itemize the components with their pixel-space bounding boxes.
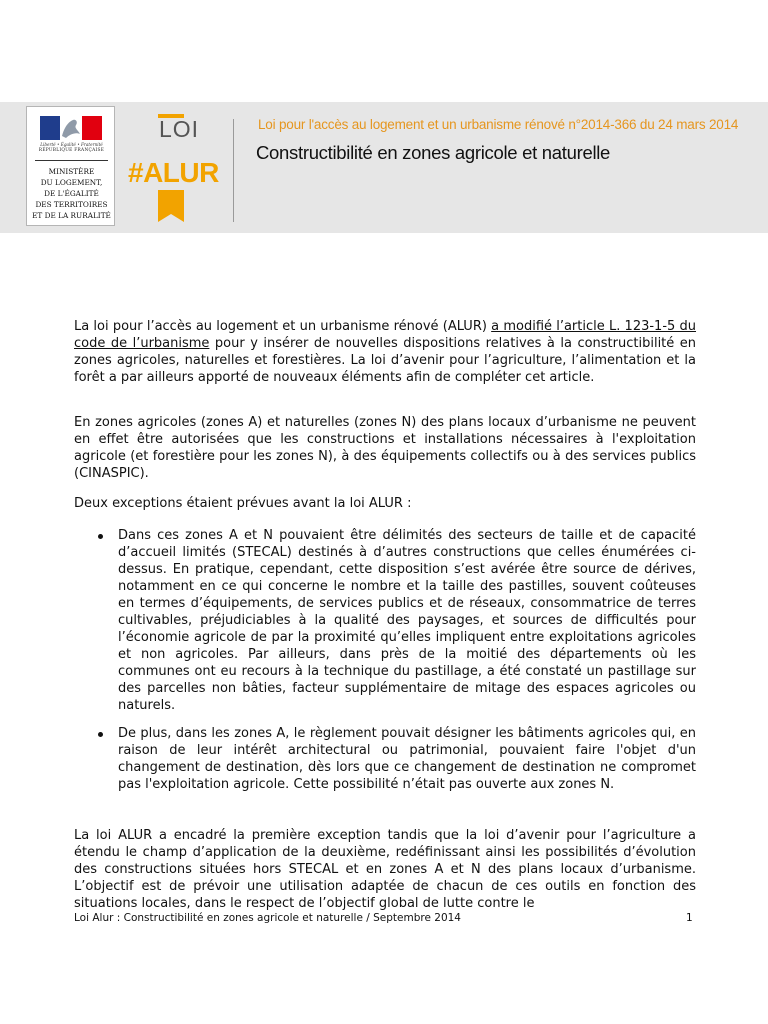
intro-paragraph bbox=[74, 318, 696, 386]
list-item-text: De plus, dans les zones A, le règlement pouvait désigner les bâtiments agricoles qui, en raison de leur intérêt architectural ou patrimonial, pouvaient faire l'objet d'un changement de destination, dès lors que ce changement de destination ne compromet pas l'exploitation agricole. Cette possibilité n’était pas ouverte aux zones N. bbox=[118, 726, 696, 792]
footer-text: Loi Alur : Constructibilité en zones agricole et naturelle / Septembre 2014 bbox=[74, 912, 461, 924]
exceptions-list-second bbox=[74, 725, 696, 793]
marianne-flag-icon bbox=[40, 116, 102, 140]
page-number: 1 bbox=[686, 912, 693, 924]
republic-name: RÉPUBLIQUE FRANÇAISE bbox=[38, 148, 105, 153]
list-item-text: Dans ces zones A et N pouvaient être délimités des secteurs de taille et de capacité d’accueil limités (STECAL) destinés à d’autres constructions que celles énumérées ci-dessus. En pratique, cependant, cette disposition s’est avérée être source de dérives, notamment en ce qui concerne le nombre et la taille des pastilles, souvent coûteuses en termes d’équipements, de services publics et de réseaux, consommatrice de terres cultivables, préjudiciables à la qualité des paysages, et sources de difficultés pour l’économie agricole de par la proximité qu’elles impliquent entre exploitations agricoles et non agricoles. Par ailleurs, dans près de la moitié des départements où les communes ont eu recours à la technique du pastillage, a été constaté un pastillage sur des parcelles non bâties, facteur supplémentaire de mitage des espaces agricoles ou naturels. bbox=[118, 528, 696, 713]
republic-motto: Liberté • Égalité • Fraternité bbox=[40, 142, 103, 147]
loi-alur-logo bbox=[120, 106, 230, 224]
list-item bbox=[74, 725, 696, 793]
bullet-icon bbox=[98, 534, 103, 539]
zones-paragraph: En zones agricoles (zones A) et naturelles (zones N) des plans locaux d’urbanisme ne peuvent en effet être autorisées que les constructions et installations nécessaires à l'exploitation agricole (et forestière pour les zones N), à des équipements collectifs ou à des services publics (CINASPIC). bbox=[74, 415, 696, 482]
intro-text-continued: pour y insérer de nouvelles dispositions relatives à la constructibilité en zones agricoles, naturelles et forestières. La loi d’avenir pour l’agriculture, l’alimentation et la forêt a par ailleurs apporté de nouveaux éléments afin de compléter cet article. bbox=[74, 336, 697, 386]
list-item bbox=[74, 527, 696, 714]
ministry-name: MINISTÈRE DU LOGEMENT, DE L'ÉGALITÉ DES TERRITOIRES ET DE LA RURALITÉ bbox=[32, 167, 111, 220]
law-title: Loi pour l'accès au logement et un urbanisme rénové n°2014-366 du 24 mars 2014 bbox=[258, 117, 739, 132]
intro-text: La loi pour l’accès au logement et un urbanisme rénové (ALUR) bbox=[74, 319, 492, 334]
ministry-divider bbox=[35, 160, 108, 161]
logo-loi-text: LOI bbox=[159, 116, 200, 142]
ministry-logo-block bbox=[26, 106, 115, 226]
alur-paragraph: La loi ALUR a encadré la première exception tandis que la loi d’avenir pour l’agriculture a étendu le champ d’application de la deuxième, redéfinissant ainsi les possibilités d’évolution des constructions situées hors STECAL et en zones A et N des plans locaux d’urbanisme. L’objectif est de prévoir une utilisation adaptée de chacun de ces outils en fonction des situations locales, dans le respect de l’objectif global de lutte contre le bbox=[74, 828, 696, 912]
page-top-margin bbox=[0, 0, 768, 102]
document-title: Constructibilité en zones agricole et naturelle bbox=[256, 142, 611, 163]
article-link[interactable]: a modifié l’article L. 123-1-5 du code de l’urbanisme bbox=[74, 319, 697, 352]
exceptions-list-first bbox=[74, 527, 696, 714]
exceptions-intro: Deux exceptions étaient prévues avant la loi ALUR : bbox=[74, 496, 412, 511]
header-separator bbox=[233, 119, 234, 222]
bullet-icon bbox=[98, 732, 103, 737]
logo-alur-text: #ALUR bbox=[128, 157, 219, 188]
ribbon-icon bbox=[158, 190, 184, 222]
